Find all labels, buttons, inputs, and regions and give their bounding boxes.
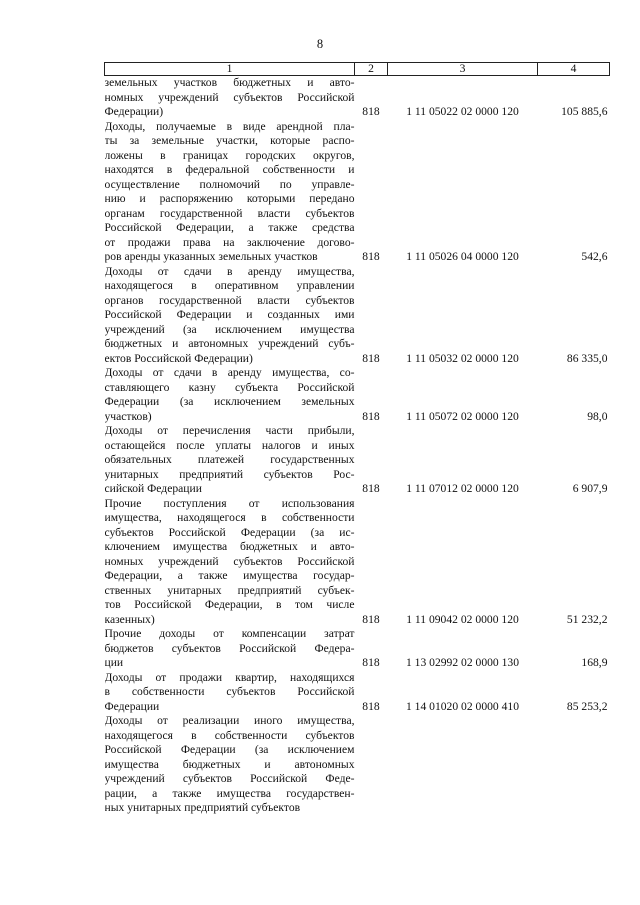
table-row — [105, 497, 610, 628]
table-row — [105, 424, 610, 497]
administrator-code-cell: 818 — [362, 612, 380, 626]
revenue-description-cell — [105, 671, 355, 715]
description-line: ектов Российской Федерации) — [104, 351, 253, 365]
description-line: номных учреждений субъектов Российской — [104, 554, 355, 568]
description-line: ственных унитарных предприятий субъек- — [104, 583, 355, 597]
description-line: Доходы от продажи квартир, находящихся — [104, 670, 355, 684]
column-header-2: 2 — [355, 63, 388, 76]
page-number: 8 — [316, 37, 324, 51]
revenue-description-cell — [105, 76, 355, 120]
column-header-1: 1 — [105, 63, 355, 76]
description-line: учреждений (за исключением имущества — [104, 322, 355, 336]
description-line: субъектов Российской Федерации (за ис- — [104, 525, 355, 539]
description-line: от продажи права на заключение догово- — [104, 235, 355, 249]
description-line: участков) — [104, 409, 152, 423]
amount-cell — [538, 714, 610, 816]
budget-classification-code-cell: 1 11 07012 02 0000 120 — [406, 482, 519, 495]
description-line: ров аренды указанных земельных участков — [104, 250, 318, 263]
revenue-description-cell — [105, 424, 355, 497]
budget-classification-code-cell: 1 14 01020 02 0000 410 — [405, 699, 520, 713]
description-line: Прочие доходы от компенсации затрат — [104, 627, 355, 640]
budget-revenue-table — [104, 62, 610, 816]
description-line: унитарных предприятий субъектов Рос- — [104, 467, 355, 481]
description-line: Федерации — [104, 699, 160, 713]
administrator-code-cell: 818 — [362, 699, 380, 713]
description-line: ции — [104, 656, 124, 669]
description-line: Федерации, а также имущества государ- — [104, 569, 355, 582]
description-line: рации, а также имущества государствен- — [104, 786, 355, 800]
description-line: ты за земельные участки, которые распо- — [104, 134, 355, 147]
budget-classification-code-cell: 1 11 05072 02 0000 120 — [406, 409, 519, 423]
budget-classification-code-cell: 1 11 05022 02 0000 120 — [406, 105, 519, 118]
description-line: Российской Федерации, а также средства — [104, 221, 355, 234]
budget-classification-code-cell — [388, 714, 538, 816]
description-line: находятся в федеральной собственности и — [104, 163, 355, 176]
table-row — [105, 366, 610, 424]
description-line: нию и распоряжению которыми передано — [104, 192, 355, 205]
table-row — [105, 76, 610, 120]
description-line: имущества, находящегося в собственности — [104, 511, 355, 524]
revenue-description-cell — [105, 714, 355, 816]
table-row — [105, 671, 610, 715]
description-line: имущества бюджетных и автономных — [104, 757, 355, 771]
description-line: Доходы от сдачи в аренду имущества, — [104, 264, 355, 278]
description-line: Российской Федерации и созданных ими — [104, 308, 355, 321]
amount-cell: 51 232,2 — [566, 612, 608, 626]
description-line: земельных участков бюджетных и авто- — [104, 76, 355, 89]
revenue-description-cell — [105, 366, 355, 424]
description-line: Доходы, получаемые в виде арендной пла- — [104, 119, 355, 133]
column-header-4: 4 — [538, 63, 610, 76]
description-line: находящегося в оперативном управлении — [104, 279, 355, 292]
description-line: находящегося в собственности субъектов — [104, 728, 355, 742]
description-line: бюджетных и автономных учреждений субъ- — [104, 337, 355, 350]
description-line: ложены в границах городских округов, — [104, 148, 355, 162]
description-line: номных учреждений субъектов Российской — [104, 90, 355, 104]
amount-cell: 98,0 — [587, 409, 608, 423]
amount-cell: 86 335,0 — [566, 351, 608, 365]
budget-classification-code-cell: 1 13 02992 02 0000 130 — [405, 656, 520, 669]
table-row — [105, 714, 610, 816]
amount-cell: 85 253,2 — [566, 699, 608, 713]
description-line: Доходы от реализации иного имущества, — [104, 714, 355, 727]
description-line: сийской Федерации — [104, 482, 202, 495]
description-line: Федерации) — [104, 105, 164, 118]
revenue-description-cell — [105, 120, 355, 265]
administrator-code-cell: 818 — [362, 409, 380, 423]
revenue-description-cell — [105, 627, 355, 671]
column-header-3: 3 — [388, 63, 538, 76]
description-line: обязательных платежей государственных — [104, 453, 355, 466]
table-row — [105, 265, 610, 367]
amount-cell: 542,6 — [581, 250, 608, 263]
administrator-code-cell: 818 — [362, 351, 380, 365]
description-line: Доходы от перечисления части прибыли, — [104, 424, 355, 437]
amount-cell: 105 885,6 — [561, 105, 608, 118]
description-line: Доходы от сдачи в аренду имущества, со- — [104, 366, 355, 379]
description-line: осуществление полномочий по управле- — [104, 177, 355, 191]
budget-classification-code-cell: 1 11 05032 02 0000 120 — [406, 351, 519, 365]
description-line: учреждений субъектов Российской Феде- — [104, 772, 355, 785]
budget-classification-code-cell: 1 11 05026 04 0000 120 — [406, 250, 519, 263]
revenue-description-cell — [105, 497, 355, 628]
description-line: остающейся после уплаты налогов и иных — [104, 438, 355, 452]
description-line: Прочие поступления от использования — [104, 496, 355, 510]
table-header-row — [105, 63, 610, 76]
budget-classification-code-cell: 1 11 09042 02 0000 120 — [406, 612, 519, 626]
amount-cell: 168,9 — [581, 656, 608, 669]
description-line: бюджетов субъектов Российской Федера- — [104, 641, 355, 655]
description-line: ставляющего казну субъекта Российской — [104, 380, 355, 394]
description-line: ключением имущества бюджетных и авто- — [104, 540, 355, 553]
description-line: органам государственной власти субъектов — [104, 206, 355, 220]
description-line: тов Российской Федерации, в том числе — [104, 598, 355, 611]
administrator-code-cell: 818 — [362, 656, 380, 669]
description-line: в собственности субъектов Российской — [104, 685, 355, 698]
description-line: ных унитарных предприятий субъектов — [104, 801, 301, 814]
administrator-code-cell: 818 — [362, 250, 380, 263]
administrator-code-cell: 818 — [362, 482, 380, 495]
description-line: Российской Федерации (за исключением — [104, 743, 355, 756]
table-body — [105, 76, 610, 816]
description-line: казенных) — [104, 612, 155, 626]
table-row — [105, 120, 610, 265]
administrator-code-cell: 818 — [362, 105, 380, 118]
table-row — [105, 627, 610, 671]
description-line: Федерации (за исключением земельных — [104, 395, 355, 408]
administrator-code-cell — [355, 714, 388, 816]
amount-cell: 6 907,9 — [572, 482, 608, 495]
revenue-description-cell — [105, 265, 355, 367]
description-line: органов государственной власти субъектов — [104, 293, 355, 307]
